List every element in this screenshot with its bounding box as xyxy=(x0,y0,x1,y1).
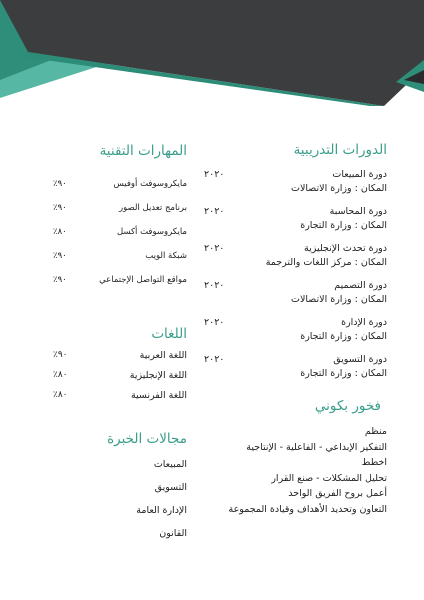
course-place: المكان : وزارة التجارة xyxy=(300,220,387,231)
tech-skill-label: مايكروسوفت أكسل xyxy=(116,227,187,237)
course-name: دورة التسويق xyxy=(333,354,387,365)
language-percent: ٩٠٪ xyxy=(53,350,68,360)
achievement-line: تحليل المشكلات - صنع القرار xyxy=(271,472,387,484)
languages-list xyxy=(53,350,187,410)
tech-skill-label: برنامج تعديل الصور xyxy=(118,203,187,213)
tech-skill-percent: ٩٠٪ xyxy=(53,203,67,213)
course-year: ٢٠٢٠ xyxy=(204,317,225,328)
tech-skill-label: مواقع التواصل الإجتماعي xyxy=(99,275,187,285)
course-name: دورة الإدارة xyxy=(341,317,387,328)
achievement-line: اخطط xyxy=(361,457,387,468)
course-item xyxy=(204,206,387,243)
tech-skill-label: شبكة الويب xyxy=(145,251,187,261)
tech-skills-list xyxy=(53,179,187,299)
achievements-list xyxy=(187,424,387,517)
course-year: ٢٠٢٠ xyxy=(204,169,225,180)
course-item xyxy=(204,280,387,317)
header-decoration xyxy=(0,0,424,110)
tech-skill-percent: ٨٠٪ xyxy=(53,227,67,237)
language-label: اللغة العربية xyxy=(139,350,187,361)
course-item xyxy=(204,243,387,280)
tech-skill-row xyxy=(53,227,187,251)
experience-list xyxy=(53,459,187,551)
tech-skill-label: مايكروسوفت أوفيس xyxy=(113,179,187,189)
course-place: المكان : مركز اللغات والترجمة xyxy=(265,257,387,268)
achievements-title: فخور بكوني xyxy=(314,398,381,414)
language-row xyxy=(53,350,187,370)
languages-title: اللغات xyxy=(151,326,187,342)
experience-item: الإدارة العامة xyxy=(136,505,187,516)
course-name: دورة المبيعات xyxy=(332,169,387,180)
language-percent: ٨٠٪ xyxy=(53,370,68,380)
header-dark-band xyxy=(0,0,424,106)
language-label: اللغة الإنجليزية xyxy=(129,370,187,381)
course-place: المكان : وزارة التجارة xyxy=(300,331,387,342)
course-year: ٢٠٢٠ xyxy=(204,243,225,254)
course-item xyxy=(204,317,387,354)
experience-item: التسويق xyxy=(154,482,187,493)
achievement-line: أعمل بروح الفريق الواحد xyxy=(288,488,387,499)
experience-item: القانون xyxy=(159,528,187,539)
course-year: ٢٠٢٠ xyxy=(204,206,225,217)
tech-skill-percent: ٩٠٪ xyxy=(53,251,67,261)
course-year: ٢٠٢٠ xyxy=(204,280,225,291)
tech-skill-percent: ٩٠٪ xyxy=(53,275,67,285)
course-item xyxy=(204,169,387,206)
course-name: دورة المحاسبة xyxy=(329,206,387,217)
course-name: دورة التصميم xyxy=(334,280,387,291)
achievement-line: منظم xyxy=(364,426,387,437)
course-place: المكان : وزارة التجارة xyxy=(300,368,387,379)
language-row xyxy=(53,370,187,390)
training-courses-title: الدورات التدريبية xyxy=(293,142,387,158)
language-percent: ٨٠٪ xyxy=(53,390,68,400)
tech-skill-row xyxy=(53,203,187,227)
tech-skills-title: المهارات التقنية xyxy=(99,143,187,159)
course-year: ٢٠٢٠ xyxy=(204,354,225,365)
course-name: دورة تحدث الإنجليزية xyxy=(304,243,387,254)
experience-item: المبيعات xyxy=(153,459,187,470)
course-place: المكان : وزارة الاتصالات xyxy=(291,183,387,194)
experience-title: مجالات الخبرة xyxy=(107,431,187,447)
course-item xyxy=(204,354,387,391)
course-place: المكان : وزارة الاتصالات xyxy=(291,294,387,305)
tech-skill-row xyxy=(53,251,187,275)
language-label: اللغة الفرنسية xyxy=(130,390,187,401)
tech-skill-row xyxy=(53,179,187,203)
tech-skill-row xyxy=(53,275,187,299)
language-row xyxy=(53,390,187,410)
achievement-line: التفكير الإبداعي - الفاعلية - الإنتاجية xyxy=(246,441,387,453)
training-courses-list xyxy=(204,169,387,391)
achievement-line: التعاون وتحديد الأهداف وقيادة المجموعة xyxy=(228,503,387,515)
tech-skill-percent: ٩٠٪ xyxy=(53,179,67,189)
